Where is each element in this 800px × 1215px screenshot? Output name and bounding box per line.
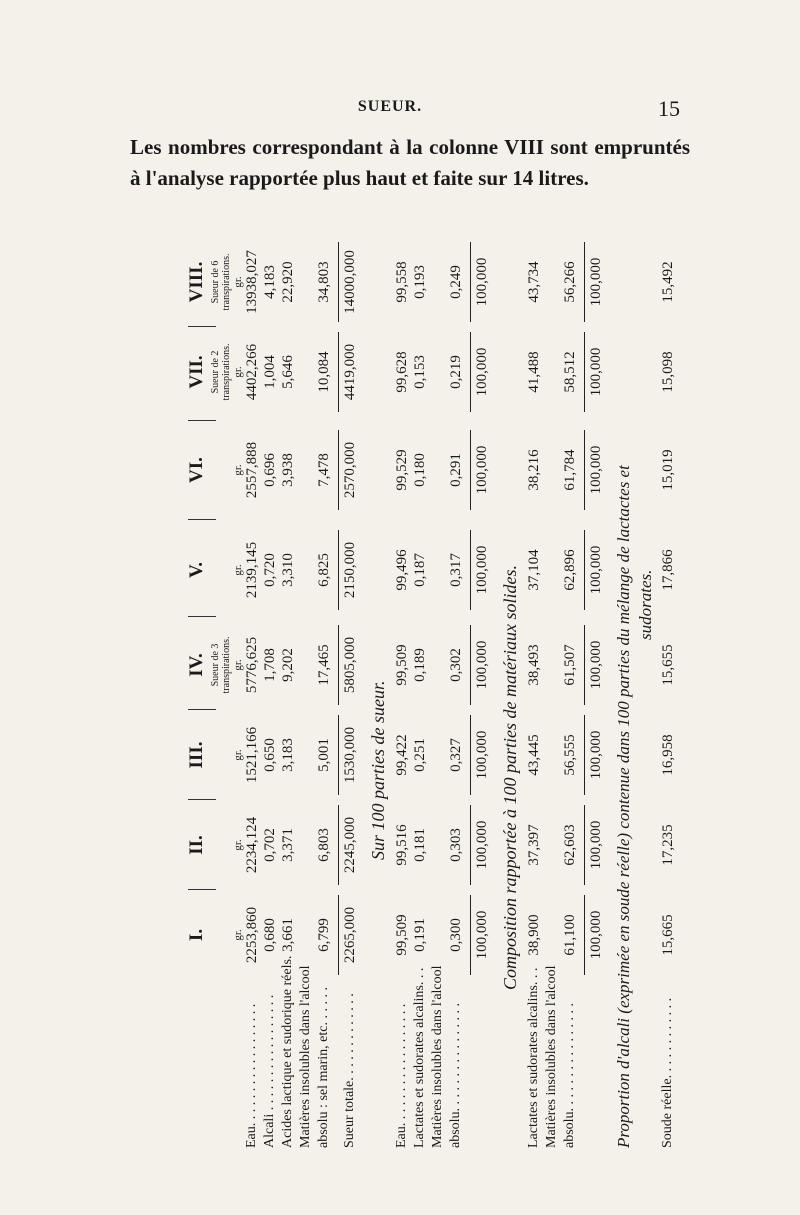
sum-rule: [470, 715, 471, 795]
table-cell: 100,000: [588, 820, 604, 870]
unit-label: gr.: [232, 929, 244, 941]
table-cell: 37,104: [526, 549, 542, 591]
sum-rule: [584, 895, 585, 975]
column-header: IV.: [186, 653, 207, 677]
table-cell: 38,900: [526, 914, 542, 956]
column-divider: [188, 889, 216, 890]
table-cell: 99,422: [394, 734, 410, 776]
table-cell: 99,628: [394, 351, 410, 393]
sum-rule: [338, 805, 339, 885]
table-cell: 17,235: [660, 824, 676, 866]
table-cell: 0,249: [448, 265, 464, 299]
table-cell: 0,302: [448, 648, 464, 682]
row-label: Matières insolubles dans l'alcool: [544, 965, 559, 1148]
column-divider: [188, 617, 216, 618]
table-cell: 17,465: [316, 644, 332, 686]
table-cell: 0,180: [412, 453, 428, 487]
column-divider: [188, 709, 216, 710]
table-cell: 4419,000: [342, 343, 358, 401]
table-cell: 100,000: [588, 640, 604, 690]
column-divider: [188, 326, 216, 327]
sum-rule: [338, 242, 339, 322]
table-cell: 3,310: [280, 553, 296, 587]
table-cell: 38,493: [526, 644, 542, 686]
table-cell: 10,084: [316, 351, 332, 393]
section-title: Proportion d'alcali (exprimée en soude réelle) contenue dans 100 parties du mélange de lactactes et: [614, 465, 633, 1148]
sum-rule: [584, 715, 585, 795]
sum-rule: [584, 805, 585, 885]
table-cell: 2570,000: [342, 441, 358, 499]
sum-rule: [338, 715, 339, 795]
table-cell: 1530,000: [342, 726, 358, 784]
sum-rule: [584, 332, 585, 412]
table-cell: 2253,860: [244, 906, 260, 964]
table-cell: 2150,000: [342, 541, 358, 599]
table-cell: 5,001: [316, 738, 332, 772]
sum-rule: [338, 430, 339, 510]
table-cell: 62,896: [562, 549, 578, 591]
table-cell: 41,488: [526, 351, 542, 393]
section-title: sudorates.: [636, 569, 655, 640]
table-cell: 0,317: [448, 553, 464, 587]
table-cell: 100,000: [588, 347, 604, 397]
table-cell: 13938,027: [244, 250, 260, 314]
section-title: Composition rapportée à 100 parties de matériaux solides.: [500, 565, 520, 990]
table-cell: 15,655: [660, 644, 676, 686]
rotated-table: [180, 200, 700, 1160]
row-label: absolu. . . . . . . . . . . . . . . .: [562, 1002, 577, 1148]
table-cell: 100,000: [474, 347, 490, 397]
table-cell: 0,219: [448, 355, 464, 389]
unit-label: gr.: [232, 749, 244, 761]
table-cell: 2245,000: [342, 816, 358, 874]
column-header: III.: [186, 741, 207, 769]
table-cell: 62,603: [562, 824, 578, 866]
table-cell: 0,251: [412, 738, 428, 772]
table-cell: 1,004: [262, 355, 278, 389]
table-cell: 22,920: [280, 261, 296, 303]
table-cell: 4402,266: [244, 343, 260, 401]
table-cell: 2234,124: [244, 816, 260, 874]
table-cell: 15,019: [660, 449, 676, 491]
table-cell: 99,509: [394, 914, 410, 956]
sum-rule: [470, 625, 471, 705]
sum-rule: [470, 895, 471, 975]
table-cell: 34,803: [316, 261, 332, 303]
row-label: Lactates et sudorates alcalins. . .: [526, 967, 541, 1148]
table-cell: 100,000: [588, 910, 604, 960]
row-label: Matières insolubles dans l'alcool: [430, 965, 445, 1148]
table-cell: 5805,000: [342, 636, 358, 694]
table-cell: 100,000: [474, 257, 490, 307]
table-cell: 3,661: [280, 918, 296, 952]
unit-label: gr.: [232, 839, 244, 851]
sum-rule: [338, 625, 339, 705]
table-cell: 16,958: [660, 734, 676, 776]
table-cell: 0,187: [412, 553, 428, 587]
table-cell: 100,000: [474, 820, 490, 870]
unit-label: gr.: [232, 366, 244, 378]
table-cell: 100,000: [588, 545, 604, 595]
column-divider: [188, 519, 216, 520]
table-cell: 3,371: [280, 828, 296, 862]
table-cell: 100,000: [474, 545, 490, 595]
sum-rule: [338, 895, 339, 975]
sum-rule: [470, 805, 471, 885]
table-cell: 61,100: [562, 914, 578, 956]
table-cell: 0,303: [448, 828, 464, 862]
table-cell: 99,516: [394, 824, 410, 866]
row-label: Eau. . . . . . . . . . . . . . . . . .: [244, 1003, 259, 1148]
table-cell: 15,492: [660, 261, 676, 303]
row-label: Sueur totale. . . . . . . . . . . . .: [342, 993, 357, 1148]
table-cell: 100,000: [588, 445, 604, 495]
row-label: Alcali . . . . . . . . . . . . . . . . .: [262, 994, 277, 1148]
table-cell: 0,680: [262, 918, 278, 952]
table-cell: 100,000: [474, 730, 490, 780]
table-cell: 6,799: [316, 918, 332, 952]
column-header: VI.: [186, 457, 207, 483]
table-cell: 37,397: [526, 824, 542, 866]
unit-label: gr.: [232, 464, 244, 476]
table-cell: 56,266: [562, 261, 578, 303]
unit-label: gr.: [232, 659, 244, 671]
table-cell: 0,189: [412, 648, 428, 682]
table-cell: 0,650: [262, 738, 278, 772]
table-cell: 0,327: [448, 738, 464, 772]
table-cell: 15,665: [660, 914, 676, 956]
table-cell: 6,803: [316, 828, 332, 862]
sum-rule: [584, 242, 585, 322]
table-cell: 4,183: [262, 265, 278, 299]
sum-rule: [584, 625, 585, 705]
table-cell: 100,000: [474, 640, 490, 690]
sum-rule: [470, 332, 471, 412]
table-cell: 3,938: [280, 453, 296, 487]
row-label: Soude réelle. . . . . . . . . . . .: [660, 997, 675, 1148]
table-cell: 5776,625: [244, 636, 260, 694]
row-label: absolu. . . . . . . . . . . . . . . .: [448, 1002, 463, 1148]
table-cell: 0,300: [448, 918, 464, 952]
table-cell: 58,512: [562, 351, 578, 393]
running-head: [100, 98, 680, 122]
table-cell: 1,708: [262, 648, 278, 682]
sum-rule: [470, 430, 471, 510]
table-cell: 0,181: [412, 828, 428, 862]
table-cell: 61,784: [562, 449, 578, 491]
column-header: I.: [186, 928, 207, 942]
column-subheader: Sueur de 3 transpirations.: [210, 636, 232, 694]
column-divider: [188, 420, 216, 421]
table-cell: 43,445: [526, 734, 542, 776]
table-cell: 99,529: [394, 449, 410, 491]
sum-rule: [470, 530, 471, 610]
column-subheader: Sueur de 2 transpirations.: [210, 343, 232, 401]
sum-rule: [338, 530, 339, 610]
table-cell: 0,153: [412, 355, 428, 389]
row-label: Eau. . . . . . . . . . . . . . . . . .: [394, 1003, 409, 1148]
table-cell: 0,191: [412, 918, 428, 952]
column-header: II.: [186, 835, 207, 855]
column-header: V.: [186, 561, 207, 579]
table-cell: 7,478: [316, 453, 332, 487]
unit-label: gr.: [232, 564, 244, 576]
table-cell: 0,702: [262, 828, 278, 862]
page-number: 15: [658, 96, 680, 121]
table-cell: 17,866: [660, 549, 676, 591]
table-cell: 56,555: [562, 734, 578, 776]
row-label: absolu : sel marin, etc. . . . . .: [316, 987, 331, 1148]
column-header: VII.: [186, 355, 207, 389]
row-label: Matières insolubles dans l'alcool: [298, 965, 313, 1148]
table-cell: 0,696: [262, 453, 278, 487]
table-cell: 0,193: [412, 265, 428, 299]
running-head-title: SUEUR.: [357, 98, 423, 115]
column-subheader: Sueur de 6 transpirations.: [210, 253, 232, 311]
column-header: VIII.: [186, 261, 207, 303]
intro-text: Les nombres correspondant à la colonne VIII sont empruntés à l'analyse rapportée plus haut et faite sur 14 litres.: [130, 135, 690, 190]
table-cell: 2139,145: [244, 541, 260, 599]
section-title: Sur 100 parties de sueur.: [368, 680, 388, 860]
table-cell: 14000,000: [342, 250, 358, 314]
sum-rule: [470, 242, 471, 322]
sum-rule: [584, 530, 585, 610]
table-cell: 5,646: [280, 355, 296, 389]
sum-rule: [338, 332, 339, 412]
table-cell: 99,496: [394, 549, 410, 591]
table-cell: 1521,166: [244, 726, 260, 784]
table-cell: 0,720: [262, 553, 278, 587]
table-cell: 100,000: [474, 910, 490, 960]
sum-rule: [584, 430, 585, 510]
table-cell: 61,507: [562, 644, 578, 686]
table-cell: 6,825: [316, 553, 332, 587]
table-cell: 0,291: [448, 453, 464, 487]
table-cell: 3,183: [280, 738, 296, 772]
row-label: Lactates et sudorates alcalins. . .: [412, 967, 427, 1148]
table-cell: 100,000: [588, 257, 604, 307]
table-cell: 99,509: [394, 644, 410, 686]
unit-label: gr.: [232, 276, 244, 288]
table-body: [180, 200, 700, 1160]
table-cell: 9,202: [280, 648, 296, 682]
row-label: Acides lactique et sudorique réels.: [280, 955, 295, 1148]
table-cell: 38,216: [526, 449, 542, 491]
table-cell: 15,098: [660, 351, 676, 393]
table-cell: 100,000: [474, 445, 490, 495]
table-cell: 2265,000: [342, 906, 358, 964]
intro-paragraph: [130, 132, 690, 194]
table-cell: 2557,888: [244, 441, 260, 499]
table-cell: 43,734: [526, 261, 542, 303]
table-cell: 100,000: [588, 730, 604, 780]
column-divider: [188, 799, 216, 800]
table-cell: 99,558: [394, 261, 410, 303]
